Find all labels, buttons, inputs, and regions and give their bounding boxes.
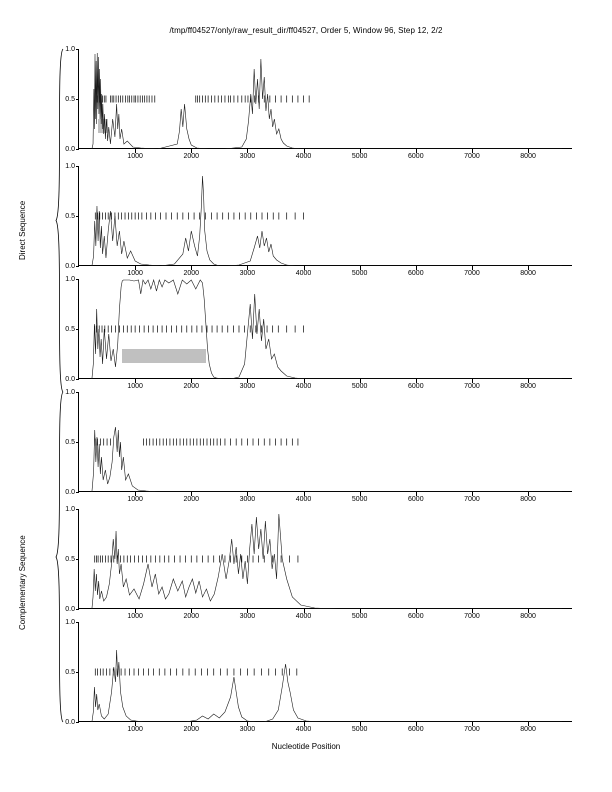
x-tick-label: 5000 xyxy=(351,270,368,277)
y-tick-mark xyxy=(76,622,80,623)
x-tick-label: 3000 xyxy=(239,153,256,160)
x-tick-label: 1000 xyxy=(127,726,143,733)
chart-panel-6 xyxy=(65,618,572,733)
y-tick-label: 1.0 xyxy=(65,45,75,53)
chart-panel-2 xyxy=(65,162,572,277)
x-tick-label: 7000 xyxy=(464,613,480,620)
y-tick-label: 0.0 xyxy=(65,145,75,153)
x-tick-label: 7000 xyxy=(464,496,480,503)
y-tick-label: 0.0 xyxy=(65,262,75,270)
x-tick-label: 1000 xyxy=(127,613,143,620)
y-axis-label-complementary: Complementary Sequence xyxy=(18,535,27,630)
y-tick-mark xyxy=(76,279,80,280)
y-tick-label: 0.0 xyxy=(65,718,75,726)
x-tick-label: 8000 xyxy=(520,726,536,733)
y-tick-mark xyxy=(76,329,80,330)
y-tick-label: 0.5 xyxy=(65,555,75,563)
x-tick-label: 5000 xyxy=(351,496,368,503)
x-tick-label: 8000 xyxy=(520,270,536,277)
x-tick-label: 6000 xyxy=(408,613,424,620)
chart-panel-3 xyxy=(65,275,572,390)
x-tick-label: 2000 xyxy=(183,383,200,390)
x-tick-label: 2000 xyxy=(183,496,200,503)
y-axis-label-direct: Direct Sequence xyxy=(18,200,27,260)
y-tick-mark xyxy=(76,216,80,217)
feature-marks xyxy=(95,669,297,676)
x-tick-label: 3000 xyxy=(239,383,256,390)
series-line xyxy=(92,650,562,722)
chart-panel-4 xyxy=(65,388,572,503)
y-tick-mark xyxy=(76,266,80,267)
y-tick-label: 0.5 xyxy=(65,212,75,220)
x-tick-label: 4000 xyxy=(295,153,312,160)
feature-marks xyxy=(95,556,298,563)
x-tick-label: 4000 xyxy=(295,613,312,620)
x-tick-label: 8000 xyxy=(520,383,536,390)
x-tick-label: 8000 xyxy=(520,613,536,620)
x-tick-label: 3000 xyxy=(239,613,256,620)
x-tick-label: 6000 xyxy=(408,270,424,277)
series-line xyxy=(92,427,562,492)
series-line xyxy=(92,514,562,609)
x-tick-label: 5000 xyxy=(351,383,368,390)
x-axis-label: Nucleotide Position xyxy=(271,742,341,751)
series-plot xyxy=(79,622,573,722)
figure-title-container xyxy=(0,26,612,35)
y-tick-mark xyxy=(76,609,80,610)
y-tick-label: 0.0 xyxy=(65,605,75,613)
y-tick-label: 0.0 xyxy=(65,488,75,496)
feature-marks xyxy=(95,326,304,333)
y-tick-mark xyxy=(76,392,80,393)
x-tick-label: 5000 xyxy=(351,726,368,733)
y-tick-label: 1.0 xyxy=(65,162,75,170)
x-tick-label: 4000 xyxy=(295,726,312,733)
y-tick-label: 0.0 xyxy=(65,375,75,383)
y-tick-label: 0.5 xyxy=(65,95,75,103)
feature-marks xyxy=(95,213,303,220)
x-tick-label: 7000 xyxy=(464,270,480,277)
series-plot xyxy=(79,509,573,609)
y-tick-label: 1.0 xyxy=(65,388,75,396)
x-tick-label: 1000 xyxy=(127,153,143,160)
x-tick-label: 6000 xyxy=(408,153,424,160)
x-tick-label: 6000 xyxy=(408,726,424,733)
y-tick-label: 1.0 xyxy=(65,618,75,626)
x-tick-label: 2000 xyxy=(183,270,200,277)
y-tick-mark xyxy=(76,722,80,723)
x-tick-label: 6000 xyxy=(408,383,424,390)
series-plot xyxy=(79,392,573,492)
x-tick-label: 7000 xyxy=(464,153,480,160)
x-tick-label: 8000 xyxy=(520,153,536,160)
y-tick-mark xyxy=(76,672,80,673)
series-plot xyxy=(79,279,573,379)
y-tick-mark xyxy=(76,379,80,380)
y-tick-label: 0.5 xyxy=(65,438,75,446)
x-tick-label: 3000 xyxy=(239,496,256,503)
series-line xyxy=(92,53,562,149)
x-tick-label: 8000 xyxy=(520,496,536,503)
x-tick-label: 4000 xyxy=(295,383,312,390)
y-tick-mark xyxy=(76,49,80,50)
feature-marks xyxy=(96,96,309,103)
x-tick-label: 2000 xyxy=(183,153,200,160)
series-line xyxy=(92,176,562,266)
x-tick-label: 4000 xyxy=(295,270,312,277)
x-tick-label: 5000 xyxy=(351,613,368,620)
chart-panel-5 xyxy=(65,505,572,620)
y-tick-mark xyxy=(76,442,80,443)
x-tick-label: 6000 xyxy=(408,496,424,503)
y-tick-label: 1.0 xyxy=(65,505,75,513)
x-tick-label: 7000 xyxy=(464,383,480,390)
y-tick-mark xyxy=(76,509,80,510)
x-tick-label: 1000 xyxy=(127,496,143,503)
x-tick-label: 1000 xyxy=(127,270,143,277)
figure-title: /tmp/ff04527/only/raw_result_dir/ff04527, Order 5, Window 96, Step 12, 2/2 xyxy=(169,26,443,35)
series-plot xyxy=(79,49,573,149)
y-tick-mark xyxy=(76,166,80,167)
x-tick-label: 4000 xyxy=(295,496,312,503)
x-tick-label: 7000 xyxy=(464,726,480,733)
series-plot xyxy=(79,166,573,266)
x-tick-label: 1000 xyxy=(127,383,143,390)
y-tick-label: 0.5 xyxy=(65,325,75,333)
y-tick-label: 0.5 xyxy=(65,668,75,676)
x-tick-label: 3000 xyxy=(239,270,256,277)
y-tick-mark xyxy=(76,99,80,100)
y-tick-label: 1.0 xyxy=(65,275,75,283)
y-tick-mark xyxy=(76,559,80,560)
x-tick-label: 3000 xyxy=(239,726,256,733)
y-tick-mark xyxy=(76,149,80,150)
x-tick-label: 2000 xyxy=(183,726,200,733)
x-tick-label: 2000 xyxy=(183,613,200,620)
x-tick-label: 5000 xyxy=(351,153,368,160)
chart-panel-1 xyxy=(65,45,572,160)
y-tick-mark xyxy=(76,492,80,493)
feature-marks xyxy=(95,439,298,446)
